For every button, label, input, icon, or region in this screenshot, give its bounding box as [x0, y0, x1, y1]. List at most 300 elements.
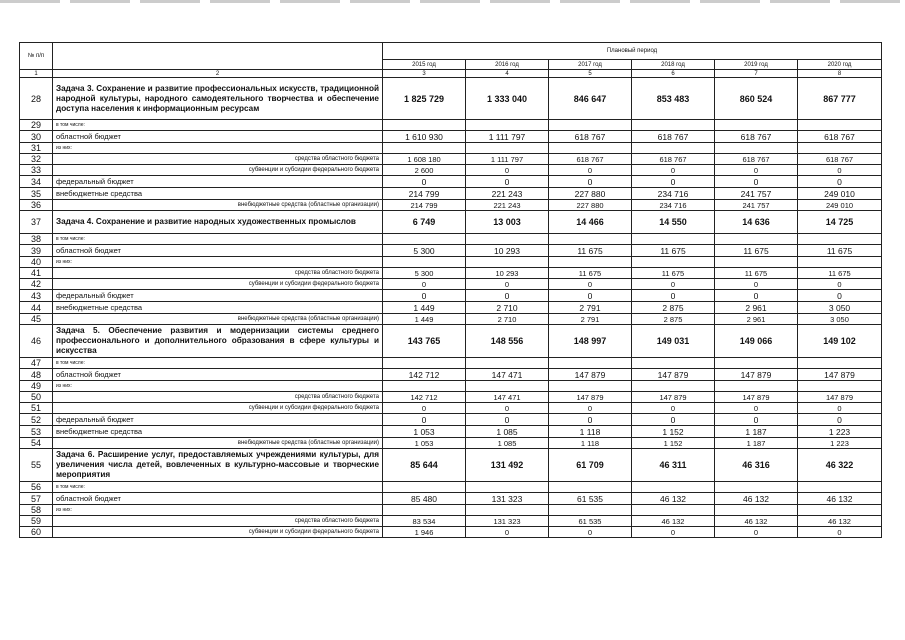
value-cell: 0 [549, 290, 632, 302]
row-label: в том числе: [53, 482, 383, 493]
value-cell: 85 480 [383, 493, 466, 505]
value-cell: 147 879 [632, 392, 715, 403]
value-cell: 0 [798, 527, 882, 538]
row-number: 29 [20, 120, 53, 131]
column-number: 4 [466, 70, 549, 78]
row-label: Задача 3. Сохранение и развитие профессиональных искусств, традиционной народной культуры, народного самодеятельного творчества и обеспечение доступа населения к информационным ресурсам [53, 78, 383, 120]
table-row [20, 268, 882, 279]
row-label: Задача 4. Сохранение и развитие народных художественных промыслов [53, 211, 383, 234]
value-cell: 860 524 [715, 78, 798, 120]
value-cell: 11 675 [715, 245, 798, 257]
row-number: 49 [20, 381, 53, 392]
value-cell: 0 [798, 290, 882, 302]
table-row [20, 234, 882, 245]
value-cell: 0 [798, 279, 882, 290]
value-cell: 0 [798, 403, 882, 414]
row-number: 56 [20, 482, 53, 493]
value-cell: 147 471 [466, 369, 549, 381]
value-cell: 149 031 [632, 325, 715, 358]
value-cell: 148 997 [549, 325, 632, 358]
value-cell: 2 875 [632, 302, 715, 314]
column-number: 7 [715, 70, 798, 78]
value-cell: 853 483 [632, 78, 715, 120]
value-cell: 0 [549, 414, 632, 426]
value-cell: 46 132 [715, 493, 798, 505]
row-label: федеральный бюджет [53, 176, 383, 188]
value-cell [383, 257, 466, 268]
value-cell [632, 234, 715, 245]
value-cell: 11 675 [798, 245, 882, 257]
value-cell [632, 358, 715, 369]
row-label: областной бюджет [53, 369, 383, 381]
value-cell: 2 710 [466, 302, 549, 314]
value-cell: 618 767 [549, 154, 632, 165]
value-cell [466, 120, 549, 131]
row-number: 54 [20, 438, 53, 449]
row-label: в том числе: [53, 358, 383, 369]
value-cell: 618 767 [798, 131, 882, 143]
table-row [20, 143, 882, 154]
row-label: средства областного бюджета [53, 154, 383, 165]
row-number: 43 [20, 290, 53, 302]
table-row [20, 154, 882, 165]
table-row [20, 403, 882, 414]
row-label: федеральный бюджет [53, 414, 383, 426]
value-cell: 1 152 [632, 426, 715, 438]
value-cell: 618 767 [715, 154, 798, 165]
value-cell: 11 675 [632, 268, 715, 279]
value-cell: 846 647 [549, 78, 632, 120]
table-row [20, 369, 882, 381]
row-label: субвенции и субсидии федерального бюджета [53, 279, 383, 290]
value-cell: 0 [466, 527, 549, 538]
row-label: из них: [53, 257, 383, 268]
value-cell: 46 132 [632, 516, 715, 527]
value-cell: 147 879 [549, 392, 632, 403]
row-label: Задача 5. Обеспечение развития и модернизации системы среднего профессионального и дополнительного образования в сфере культуры и искусства [53, 325, 383, 358]
value-cell: 0 [715, 279, 798, 290]
value-cell: 234 716 [632, 200, 715, 211]
value-cell: 147 879 [632, 369, 715, 381]
value-cell: 214 799 [383, 188, 466, 200]
value-cell: 46 132 [715, 516, 798, 527]
row-number: 60 [20, 527, 53, 538]
value-cell: 1 152 [632, 438, 715, 449]
value-cell: 867 777 [798, 78, 882, 120]
value-cell [715, 234, 798, 245]
value-cell [798, 358, 882, 369]
value-cell: 14 550 [632, 211, 715, 234]
value-cell: 85 644 [383, 449, 466, 482]
scan-edge [0, 0, 905, 3]
value-cell: 10 293 [466, 268, 549, 279]
column-number: 6 [632, 70, 715, 78]
task-row [20, 78, 882, 120]
value-cell: 2 875 [632, 314, 715, 325]
value-cell: 61 535 [549, 516, 632, 527]
table-row [20, 257, 882, 268]
value-cell: 0 [383, 279, 466, 290]
value-cell [466, 358, 549, 369]
header-year: 2015 год [383, 60, 466, 70]
value-cell [715, 257, 798, 268]
row-label: областной бюджет [53, 131, 383, 143]
value-cell: 13 003 [466, 211, 549, 234]
value-cell: 618 767 [632, 154, 715, 165]
row-label: субвенции и субсидии федерального бюджета [53, 165, 383, 176]
value-cell [715, 143, 798, 154]
value-cell [466, 257, 549, 268]
row-number: 31 [20, 143, 53, 154]
value-cell: 46 132 [632, 493, 715, 505]
value-cell: 46 316 [715, 449, 798, 482]
value-cell [466, 143, 549, 154]
value-cell: 0 [466, 414, 549, 426]
value-cell: 11 675 [632, 245, 715, 257]
table-row [20, 165, 882, 176]
value-cell: 11 675 [715, 268, 798, 279]
table-row [20, 505, 882, 516]
column-number-row [20, 70, 882, 78]
value-cell: 3 050 [798, 302, 882, 314]
value-cell: 0 [632, 176, 715, 188]
row-label: внебюджетные средства [53, 426, 383, 438]
header-year: 2020 год [798, 60, 882, 70]
value-cell: 0 [715, 165, 798, 176]
value-cell: 1 825 729 [383, 78, 466, 120]
value-cell: 46 311 [632, 449, 715, 482]
value-cell: 14 466 [549, 211, 632, 234]
value-cell: 0 [798, 414, 882, 426]
row-label: средства областного бюджета [53, 516, 383, 527]
table-row [20, 438, 882, 449]
value-cell: 0 [632, 403, 715, 414]
row-number: 40 [20, 257, 53, 268]
table-row [20, 493, 882, 505]
value-cell: 214 799 [383, 200, 466, 211]
task-row [20, 449, 882, 482]
value-cell: 147 879 [715, 369, 798, 381]
value-cell [798, 234, 882, 245]
value-cell: 618 767 [549, 131, 632, 143]
table-row [20, 414, 882, 426]
value-cell: 0 [466, 279, 549, 290]
row-label: федеральный бюджет [53, 290, 383, 302]
table-row [20, 279, 882, 290]
header-row-1 [20, 43, 882, 60]
value-cell [549, 482, 632, 493]
row-number: 53 [20, 426, 53, 438]
row-label: внебюджетные средства [53, 302, 383, 314]
value-cell: 1 223 [798, 426, 882, 438]
header-planned-period: Плановый период [383, 43, 882, 60]
value-cell: 1 118 [549, 438, 632, 449]
value-cell: 131 492 [466, 449, 549, 482]
value-cell: 227 880 [549, 188, 632, 200]
row-number: 57 [20, 493, 53, 505]
table-row [20, 358, 882, 369]
row-label: внебюджетные средства (областные организации) [53, 314, 383, 325]
task-row [20, 325, 882, 358]
value-cell [632, 505, 715, 516]
value-cell: 0 [549, 176, 632, 188]
row-label: средства областного бюджета [53, 392, 383, 403]
value-cell: 241 757 [715, 188, 798, 200]
value-cell: 0 [466, 403, 549, 414]
row-label: внебюджетные средства (областные организации) [53, 200, 383, 211]
value-cell [632, 120, 715, 131]
budget-table [19, 42, 882, 538]
value-cell: 0 [715, 403, 798, 414]
value-cell: 14 725 [798, 211, 882, 234]
row-number: 45 [20, 314, 53, 325]
value-cell: 1 449 [383, 314, 466, 325]
row-number: 42 [20, 279, 53, 290]
value-cell: 142 712 [383, 392, 466, 403]
row-number: 38 [20, 234, 53, 245]
row-number: 39 [20, 245, 53, 257]
value-cell [466, 482, 549, 493]
value-cell: 618 767 [632, 131, 715, 143]
value-cell: 0 [383, 414, 466, 426]
row-number: 48 [20, 369, 53, 381]
row-label: внебюджетные средства [53, 188, 383, 200]
value-cell: 0 [549, 403, 632, 414]
value-cell: 0 [715, 414, 798, 426]
column-number: 3 [383, 70, 466, 78]
value-cell [383, 120, 466, 131]
value-cell: 618 767 [798, 154, 882, 165]
value-cell: 6 749 [383, 211, 466, 234]
value-cell: 131 323 [466, 516, 549, 527]
value-cell [715, 482, 798, 493]
row-label: из них: [53, 143, 383, 154]
row-number: 32 [20, 154, 53, 165]
value-cell [549, 234, 632, 245]
value-cell: 1 085 [466, 438, 549, 449]
column-number: 1 [20, 70, 53, 78]
row-number: 41 [20, 268, 53, 279]
table-row [20, 392, 882, 403]
value-cell: 142 712 [383, 369, 466, 381]
table-row [20, 426, 882, 438]
value-cell: 234 716 [632, 188, 715, 200]
row-number: 28 [20, 78, 53, 120]
table-row [20, 176, 882, 188]
row-label: внебюджетные средства (областные организации) [53, 438, 383, 449]
value-cell [798, 120, 882, 131]
value-cell: 61 535 [549, 493, 632, 505]
table-row [20, 482, 882, 493]
table-row [20, 188, 882, 200]
row-number: 51 [20, 403, 53, 414]
value-cell [383, 482, 466, 493]
value-cell: 5 300 [383, 268, 466, 279]
value-cell: 2 961 [715, 302, 798, 314]
value-cell [632, 482, 715, 493]
table-row [20, 200, 882, 211]
value-cell [549, 257, 632, 268]
column-number: 5 [549, 70, 632, 78]
table-row [20, 302, 882, 314]
value-cell: 2 600 [383, 165, 466, 176]
value-cell: 0 [715, 290, 798, 302]
value-cell [549, 143, 632, 154]
value-cell: 61 709 [549, 449, 632, 482]
value-cell: 0 [549, 527, 632, 538]
column-number: 2 [53, 70, 383, 78]
value-cell: 0 [798, 165, 882, 176]
value-cell: 143 765 [383, 325, 466, 358]
row-label: из них: [53, 505, 383, 516]
value-cell: 1 608 180 [383, 154, 466, 165]
table-row [20, 290, 882, 302]
value-cell [383, 505, 466, 516]
value-cell: 2 791 [549, 302, 632, 314]
value-cell: 1 053 [383, 426, 466, 438]
value-cell: 0 [466, 165, 549, 176]
header-year: 2018 год [632, 60, 715, 70]
value-cell: 0 [466, 290, 549, 302]
value-cell: 149 102 [798, 325, 882, 358]
value-cell: 131 323 [466, 493, 549, 505]
value-cell: 1 449 [383, 302, 466, 314]
value-cell: 0 [549, 279, 632, 290]
column-number: 8 [798, 70, 882, 78]
value-cell [466, 505, 549, 516]
row-label: субвенции и субсидии федерального бюджета [53, 527, 383, 538]
header-year: 2017 год [549, 60, 632, 70]
value-cell: 147 879 [715, 392, 798, 403]
value-cell: 83 534 [383, 516, 466, 527]
value-cell: 14 636 [715, 211, 798, 234]
value-cell [549, 381, 632, 392]
value-cell [383, 358, 466, 369]
row-label: областной бюджет [53, 493, 383, 505]
value-cell: 147 879 [798, 369, 882, 381]
value-cell: 1 333 040 [466, 78, 549, 120]
header-num: № п/п [20, 43, 53, 70]
value-cell: 1 053 [383, 438, 466, 449]
value-cell: 1 085 [466, 426, 549, 438]
value-cell: 0 [383, 403, 466, 414]
value-cell [632, 257, 715, 268]
value-cell [798, 381, 882, 392]
row-number: 33 [20, 165, 53, 176]
row-number: 52 [20, 414, 53, 426]
row-label: в том числе: [53, 234, 383, 245]
row-label: Задача 6. Расширение услуг, предоставляемых учреждениями культуры, для увеличения числа детей, вовлеченных в культурно-массовые и творческие мероприятия [53, 449, 383, 482]
row-number: 47 [20, 358, 53, 369]
task-row [20, 211, 882, 234]
value-cell: 147 879 [549, 369, 632, 381]
row-number: 46 [20, 325, 53, 358]
value-cell: 0 [466, 176, 549, 188]
value-cell: 1 610 930 [383, 131, 466, 143]
value-cell [715, 505, 798, 516]
value-cell: 2 710 [466, 314, 549, 325]
value-cell [383, 143, 466, 154]
value-cell: 3 050 [798, 314, 882, 325]
value-cell: 1 946 [383, 527, 466, 538]
value-cell: 10 293 [466, 245, 549, 257]
value-cell: 0 [715, 527, 798, 538]
value-cell: 46 132 [798, 493, 882, 505]
value-cell: 0 [632, 165, 715, 176]
value-cell: 2 791 [549, 314, 632, 325]
value-cell [383, 381, 466, 392]
value-cell: 5 300 [383, 245, 466, 257]
value-cell [715, 381, 798, 392]
row-number: 34 [20, 176, 53, 188]
table-row [20, 516, 882, 527]
value-cell: 149 066 [715, 325, 798, 358]
value-cell: 147 879 [798, 392, 882, 403]
row-number: 44 [20, 302, 53, 314]
row-label: в том числе: [53, 120, 383, 131]
value-cell: 1 118 [549, 426, 632, 438]
value-cell: 249 010 [798, 188, 882, 200]
value-cell: 1 111 797 [466, 154, 549, 165]
value-cell: 1 187 [715, 426, 798, 438]
row-number: 30 [20, 131, 53, 143]
value-cell [715, 120, 798, 131]
row-number: 36 [20, 200, 53, 211]
row-label: из них: [53, 381, 383, 392]
value-cell: 46 132 [798, 516, 882, 527]
value-cell: 0 [383, 176, 466, 188]
value-cell: 249 010 [798, 200, 882, 211]
value-cell [466, 381, 549, 392]
value-cell: 0 [632, 290, 715, 302]
row-number: 37 [20, 211, 53, 234]
row-label: областной бюджет [53, 245, 383, 257]
value-cell [798, 143, 882, 154]
value-cell: 2 961 [715, 314, 798, 325]
row-number: 58 [20, 505, 53, 516]
value-cell [466, 234, 549, 245]
table-row [20, 381, 882, 392]
value-cell: 0 [383, 290, 466, 302]
value-cell: 147 471 [466, 392, 549, 403]
value-cell: 0 [632, 279, 715, 290]
row-number: 35 [20, 188, 53, 200]
value-cell: 0 [715, 176, 798, 188]
value-cell: 1 111 797 [466, 131, 549, 143]
value-cell: 11 675 [549, 268, 632, 279]
header-name [53, 43, 383, 70]
value-cell [798, 482, 882, 493]
value-cell: 1 223 [798, 438, 882, 449]
value-cell: 241 757 [715, 200, 798, 211]
header-year: 2019 год [715, 60, 798, 70]
value-cell [632, 381, 715, 392]
value-cell [632, 143, 715, 154]
value-cell [715, 358, 798, 369]
value-cell: 0 [549, 165, 632, 176]
table-row [20, 131, 882, 143]
value-cell [383, 234, 466, 245]
row-number: 59 [20, 516, 53, 527]
value-cell: 618 767 [715, 131, 798, 143]
value-cell: 148 556 [466, 325, 549, 358]
value-cell: 1 187 [715, 438, 798, 449]
value-cell: 11 675 [798, 268, 882, 279]
value-cell: 46 322 [798, 449, 882, 482]
value-cell [798, 257, 882, 268]
table-row [20, 527, 882, 538]
row-number: 55 [20, 449, 53, 482]
